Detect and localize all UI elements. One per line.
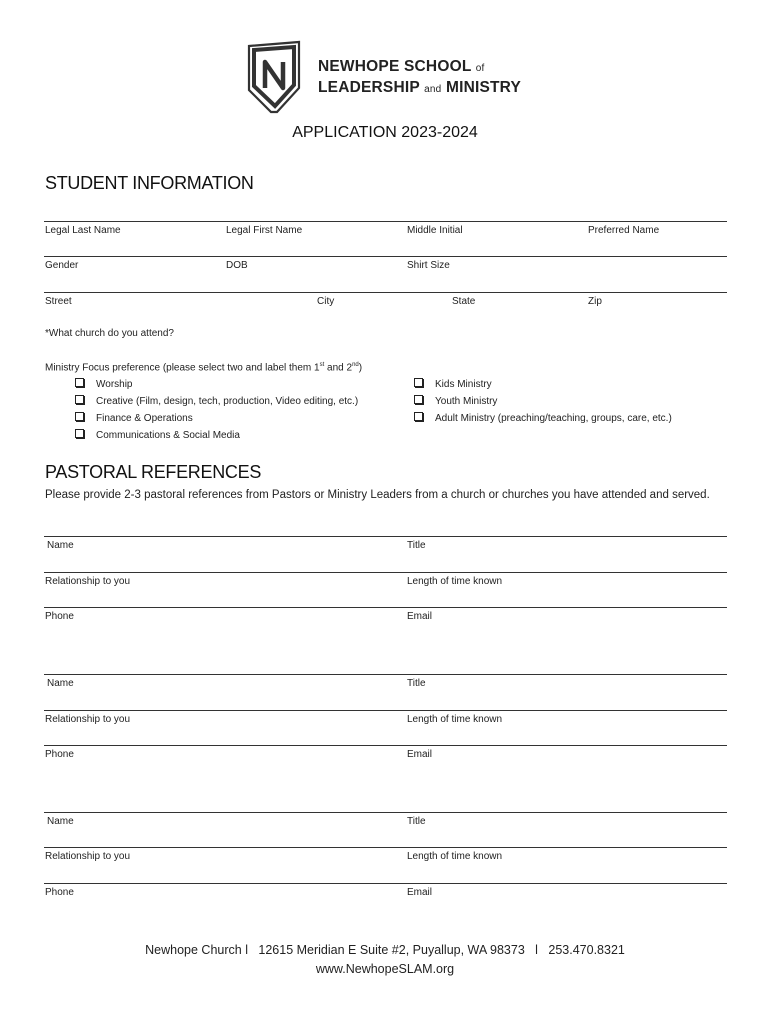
option-label: Youth Ministry [435, 396, 498, 407]
checkbox-icon[interactable] [75, 378, 84, 387]
option-label: Worship [96, 379, 133, 390]
checkbox-icon[interactable] [414, 395, 423, 404]
ministry-close: ) [358, 362, 363, 374]
church-question[interactable]: *What church do you attend? [45, 328, 174, 339]
ministry-prompt-text: Ministry Focus preference (please select two and label them 1 [45, 362, 320, 374]
sup-st: st [319, 362, 325, 368]
option-label: Communications & Social Media [96, 430, 240, 441]
option-label: Kids Ministry [435, 379, 492, 390]
ref2-length-field[interactable]: Length of time known [407, 714, 503, 725]
ref2-title-field[interactable]: Title [407, 678, 426, 689]
checkbox-finance[interactable] [75, 412, 193, 424]
footer-address: Newhope Church l 12615 Meridian E Suite #2, Puyallup, WA 98373 l 253.470.8321 [145, 943, 625, 957]
checkbox-youth[interactable] [414, 395, 497, 407]
checkbox-icon[interactable] [75, 412, 84, 421]
ref1-length-field[interactable]: Length of time known [407, 576, 503, 587]
application-title: APPLICATION 2023-2024 [292, 124, 478, 141]
field-line [44, 674, 727, 675]
ref3-phone-field[interactable]: Phone [45, 887, 74, 898]
field-line [44, 292, 727, 293]
ref2-relationship-field[interactable]: Relationship to you [45, 714, 131, 725]
ref2-email-field[interactable]: Email [407, 749, 433, 760]
logo-line2b: MINISTRY [445, 79, 522, 96]
gender-field[interactable]: Gender [45, 260, 79, 271]
shirt-size-field[interactable]: Shirt Size [407, 260, 450, 271]
field-line [44, 745, 727, 746]
legal-last-name-field[interactable]: Legal Last Name [45, 225, 121, 236]
logo-and: and [424, 84, 442, 95]
logo-line2a: LEADERSHIP [318, 79, 420, 96]
checkbox-icon[interactable] [75, 395, 84, 404]
ref3-email-field[interactable]: Email [407, 887, 433, 898]
ref3-length-field[interactable]: Length of time known [407, 851, 503, 862]
references-intro: Please provide 2-3 pastoral references from Pastors or Ministry Leaders from a church or churches you have attended and served. [45, 489, 710, 501]
logo-line1: NEWHOPE SCHOOL [318, 58, 472, 75]
field-line [44, 256, 727, 257]
option-label: Finance & Operations [96, 413, 193, 424]
ref1-phone-field[interactable]: Phone [45, 611, 74, 622]
sup-nd: nd [352, 362, 359, 368]
checkbox-creative[interactable] [75, 395, 358, 407]
field-line [44, 536, 727, 537]
footer-website[interactable]: www.NewhopeSLAM.org [315, 962, 455, 976]
school-name [318, 57, 521, 99]
ref1-name-field[interactable]: Name [47, 540, 74, 551]
street-field[interactable]: Street [45, 296, 72, 307]
field-line [44, 883, 727, 884]
field-line [44, 607, 727, 608]
ref1-relationship-field[interactable]: Relationship to you [45, 576, 131, 587]
ref1-title-field[interactable]: Title [407, 540, 426, 551]
city-field[interactable]: City [317, 296, 335, 307]
checkbox-worship[interactable] [75, 378, 133, 390]
ref3-relationship-field[interactable]: Relationship to you [45, 851, 131, 862]
checkbox-adult[interactable] [414, 412, 672, 424]
logo-of: of [475, 63, 485, 74]
field-line [44, 710, 727, 711]
state-field[interactable]: State [452, 296, 476, 307]
field-line [44, 812, 727, 813]
pastoral-references-heading: PASTORAL REFERENCES [45, 462, 262, 482]
ref1-email-field[interactable]: Email [407, 611, 433, 622]
ref2-name-field[interactable]: Name [47, 678, 74, 689]
field-line [44, 221, 727, 222]
newhope-logo-icon [245, 40, 303, 114]
checkbox-icon[interactable] [75, 429, 84, 438]
ref3-name-field[interactable]: Name [47, 816, 74, 827]
option-label: Creative (Film, design, tech, production, Video editing, etc.) [96, 396, 359, 407]
ministry-and: and 2 [324, 362, 353, 374]
student-info-heading: STUDENT INFORMATION [45, 173, 254, 193]
ref3-title-field[interactable]: Title [407, 816, 426, 827]
checkbox-icon[interactable] [414, 412, 423, 421]
checkbox-icon[interactable] [414, 378, 423, 387]
checkbox-communications[interactable] [75, 429, 240, 441]
zip-field[interactable]: Zip [588, 296, 602, 307]
legal-first-name-field[interactable]: Legal First Name [226, 225, 303, 236]
middle-initial-field[interactable]: Middle Initial [407, 225, 463, 236]
checkbox-kids[interactable] [414, 378, 492, 390]
preferred-name-field[interactable]: Preferred Name [588, 225, 660, 236]
ref2-phone-field[interactable]: Phone [45, 749, 74, 760]
ministry-focus-prompt [45, 362, 362, 373]
dob-field[interactable]: DOB [226, 260, 248, 271]
option-label: Adult Ministry (preaching/teaching, groups, care, etc.) [435, 413, 672, 424]
field-line [44, 847, 727, 848]
field-line [44, 572, 727, 573]
